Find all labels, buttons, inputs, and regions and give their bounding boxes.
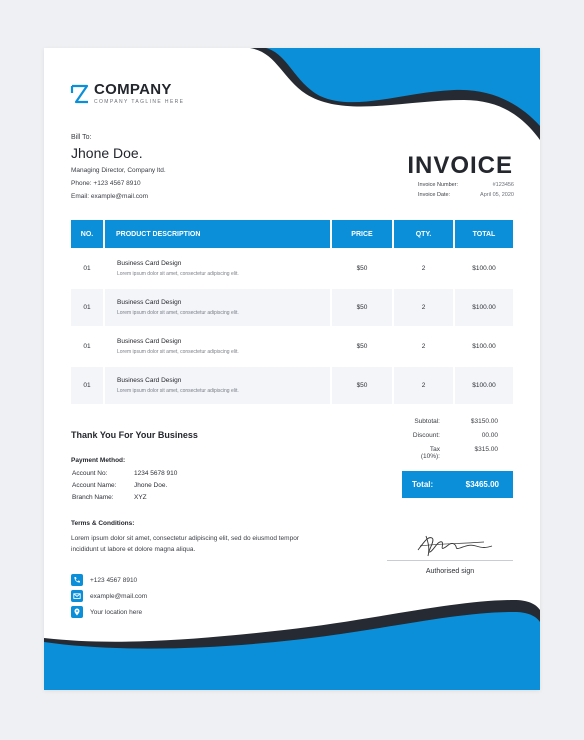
- payment-method-label: Payment Method:: [71, 457, 126, 464]
- bill-to-label: Bill To:: [71, 134, 92, 141]
- account-name-label: Account Name:: [72, 482, 117, 489]
- thank-you-message: Thank You For Your Business: [71, 430, 198, 440]
- row-price: $50: [332, 367, 392, 404]
- account-no: 1234 5678 910: [134, 470, 178, 477]
- row-number: 01: [71, 367, 103, 404]
- totals-block: [410, 418, 498, 467]
- row-total: $100.00: [455, 289, 513, 326]
- invoice-title: INVOICE: [407, 152, 513, 179]
- row-price: $50: [332, 289, 392, 326]
- row-qty: 2: [394, 367, 453, 404]
- row-title: Business Card Design: [117, 260, 182, 267]
- row-title: Business Card Design: [117, 299, 182, 306]
- row-qty: 2: [421, 343, 426, 350]
- row-subtitle: Lorem ipsum dolor sit amet, consectetur adipiscing elit.: [117, 310, 239, 316]
- row-total: $100.00: [472, 343, 496, 350]
- grand-total-value: $3465.00: [465, 480, 499, 489]
- client-email: Email: example@mail.com: [71, 193, 149, 200]
- company-logo-icon: [70, 83, 90, 105]
- row-price: $50: [356, 265, 368, 272]
- company-logo: [70, 82, 184, 105]
- subtotal-label: Subtotal:: [414, 418, 440, 425]
- row-qty: 2: [394, 289, 453, 326]
- row-subtitle: Lorem ipsum dolor sit amet, consectetur adipiscing elit.: [117, 388, 239, 394]
- invoice-page: [44, 48, 540, 690]
- invoice-number-label: Invoice Number:: [418, 182, 459, 188]
- terms-label: Terms & Conditions:: [71, 520, 135, 527]
- row-description: [105, 250, 330, 287]
- invoice-number: #123456: [492, 182, 514, 188]
- client-phone: Phone: +123 4567 8910: [71, 180, 141, 187]
- contact-phone: [71, 574, 137, 586]
- branch-name: XYZ: [134, 494, 147, 501]
- company-tagline: COMPANY TAGLINE HERE: [94, 99, 185, 105]
- column-header-no: NO.: [71, 220, 103, 248]
- row-description: [105, 328, 330, 365]
- bill-to-block: [71, 134, 166, 200]
- signature-line: [387, 560, 513, 561]
- row-total: $100.00: [472, 265, 496, 272]
- subtotal-value: $3150.00: [470, 418, 498, 425]
- row-number: 01: [83, 343, 91, 350]
- account-no-label: Account No:: [72, 470, 108, 477]
- row-number: 01: [71, 289, 103, 326]
- column-header-price: PRICE: [332, 220, 392, 248]
- authorised-sign-label: Authorised sign: [425, 568, 475, 575]
- row-price: $50: [356, 343, 368, 350]
- discount-label: Discount:: [412, 432, 440, 439]
- invoice-date-label: Invoice Date:: [418, 192, 451, 198]
- grand-total-label: Total:: [412, 480, 434, 489]
- row-title: Business Card Design: [117, 377, 182, 384]
- client-title: Managing Director, Company ltd.: [71, 167, 166, 174]
- contact-location-text: Your location here: [90, 608, 143, 616]
- row-subtitle: Lorem ipsum dolor sit amet, consectetur adipiscing elit.: [117, 349, 239, 355]
- payment-details: [72, 470, 177, 506]
- invoice-date: April 05, 2020: [480, 192, 514, 198]
- account-name: Jhone Doe.: [134, 482, 168, 489]
- invoice-meta: [418, 182, 514, 202]
- row-subtitle: Lorem ipsum dolor sit amet, consectetur adipiscing elit.: [117, 271, 239, 277]
- phone-icon: [71, 574, 83, 586]
- row-total: $100.00: [455, 367, 513, 404]
- signature-image: [414, 532, 494, 558]
- tax-value: $315.00: [474, 446, 498, 453]
- branch-name-label: Branch Name:: [72, 494, 114, 501]
- table-row: [71, 289, 513, 326]
- table-row: [71, 328, 513, 365]
- discount-value: 00.00: [481, 432, 498, 439]
- column-header-description: PRODUCT DESCRIPTION: [105, 220, 330, 248]
- row-description: [105, 367, 330, 404]
- column-header-total: TOTAL: [455, 220, 513, 248]
- contact-phone-text: +123 4567 8910: [90, 576, 138, 584]
- row-title: Business Card Design: [117, 338, 182, 345]
- contact-email-text: example@mail.com: [90, 592, 148, 600]
- bottom-wave-decoration: [44, 600, 540, 690]
- tax-label: Tax (10%):: [420, 446, 440, 460]
- row-number: 01: [83, 265, 91, 272]
- grand-total-bar: [402, 471, 513, 498]
- column-header-qty: QTY.: [394, 220, 453, 248]
- client-name: Jhone Doe.: [71, 145, 143, 161]
- terms-text: Lorem ipsum dolor sit amet, consectetur adipiscing elit, sed do eiusmod tempor incididunt ut labore et dolore magna aliqua.: [71, 535, 299, 553]
- row-qty: 2: [421, 265, 426, 272]
- table-row: [71, 367, 513, 404]
- table-row: [71, 250, 513, 287]
- company-name: COMPANY: [94, 81, 172, 98]
- row-description: [105, 289, 330, 326]
